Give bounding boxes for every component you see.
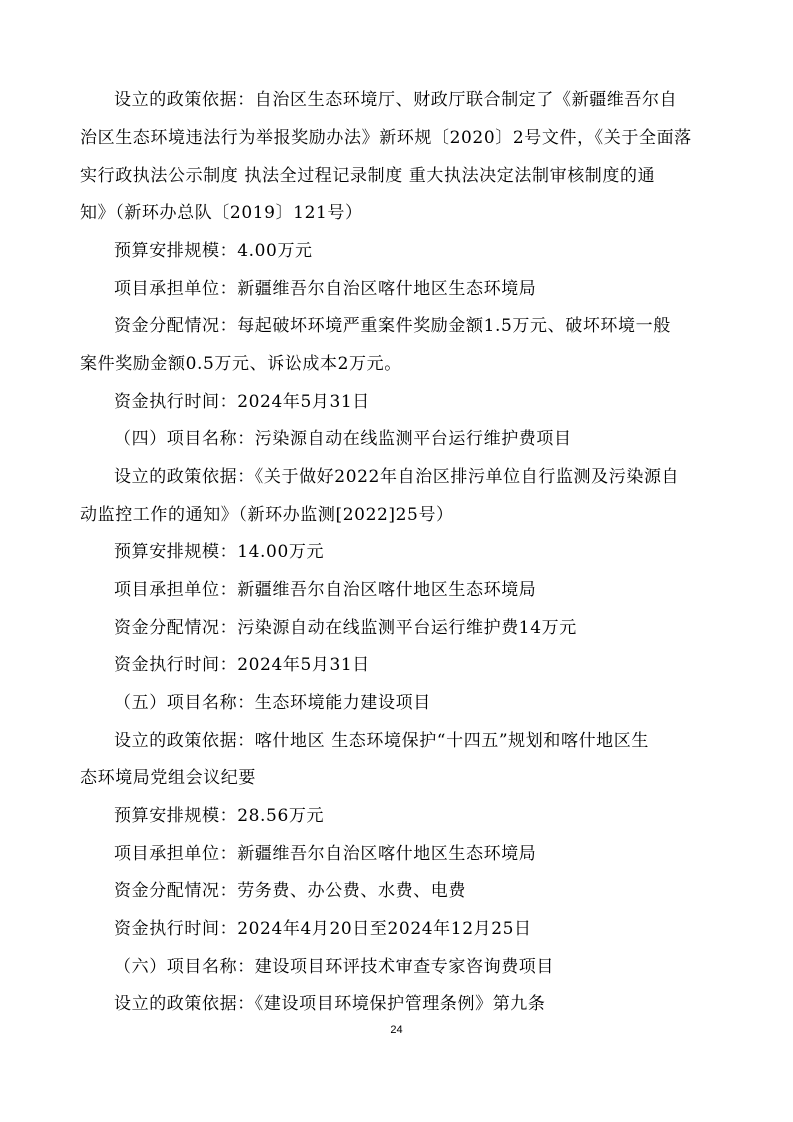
text-line: 态环境局党组会议纪要: [80, 768, 256, 788]
text-line: 设立的政策依据：喀什地区 生态环境保护“十四五”规划和喀什地区生: [114, 731, 649, 751]
text-line: 资金分配情况：污染源自动在线监测平台运行维护费14万元: [114, 618, 577, 638]
text-line: 资金分配情况：每起破坏环境严重案件奖励金额1.5万元、破坏环境一般: [114, 316, 671, 336]
text-line: 资金分配情况：劳务费、办公费、水费、电费: [114, 881, 466, 901]
text-line: 项目承担单位：新疆维吾尔自治区喀什地区生态环境局: [114, 279, 537, 299]
text-line: 预算安排规模：28.56万元: [114, 806, 325, 826]
text-line: 治区生态环境违法行为举报奖励办法》新环规〔2020〕2号文件，《关于全面落: [80, 128, 692, 148]
text-line: 实行政执法公示制度 执法全过程记录制度 重大执法决定法制审核制度的通: [80, 166, 656, 186]
text-line: 资金执行时间：2024年4月20日至2024年12月25日: [114, 919, 532, 939]
text-line: 设立的政策依据：《建设项目环境保护管理条例》第九条: [114, 994, 546, 1014]
text-line: 预算安排规模：14.00万元: [114, 542, 325, 562]
text-line: 预算安排规模：4.00万元: [114, 241, 313, 261]
section-heading: （六）项目名称：建设项目环评技术审查专家咨询费项目: [114, 957, 554, 977]
text-line: 知》（新环办总队〔2019〕121号）: [80, 203, 363, 223]
text-line: 项目承担单位：新疆维吾尔自治区喀什地区生态环境局: [114, 844, 537, 864]
text-line: 案件奖励金额0.5万元、诉讼成本2万元。: [80, 354, 402, 374]
page-number: 24: [390, 1024, 403, 1036]
text-line: 设立的政策依据：自治区生态环境厅、财政厅联合制定了《新疆维吾尔自: [114, 90, 678, 110]
section-heading: （五）项目名称：生态环境能力建设项目: [114, 693, 431, 713]
text-line: 设立的政策依据：《关于做好2022年自治区排污单位自行监测及污染源自: [114, 467, 680, 487]
text-line: 资金执行时间：2024年5月31日: [114, 392, 370, 412]
text-line: 动监控工作的通知》（新环办监测[2022]25号）: [80, 505, 454, 525]
text-line: 项目承担单位：新疆维吾尔自治区喀什地区生态环境局: [114, 580, 537, 600]
text-line: 资金执行时间：2024年5月31日: [114, 655, 370, 675]
section-heading: （四）项目名称：污染源自动在线监测平台运行维护费项目: [114, 429, 572, 449]
